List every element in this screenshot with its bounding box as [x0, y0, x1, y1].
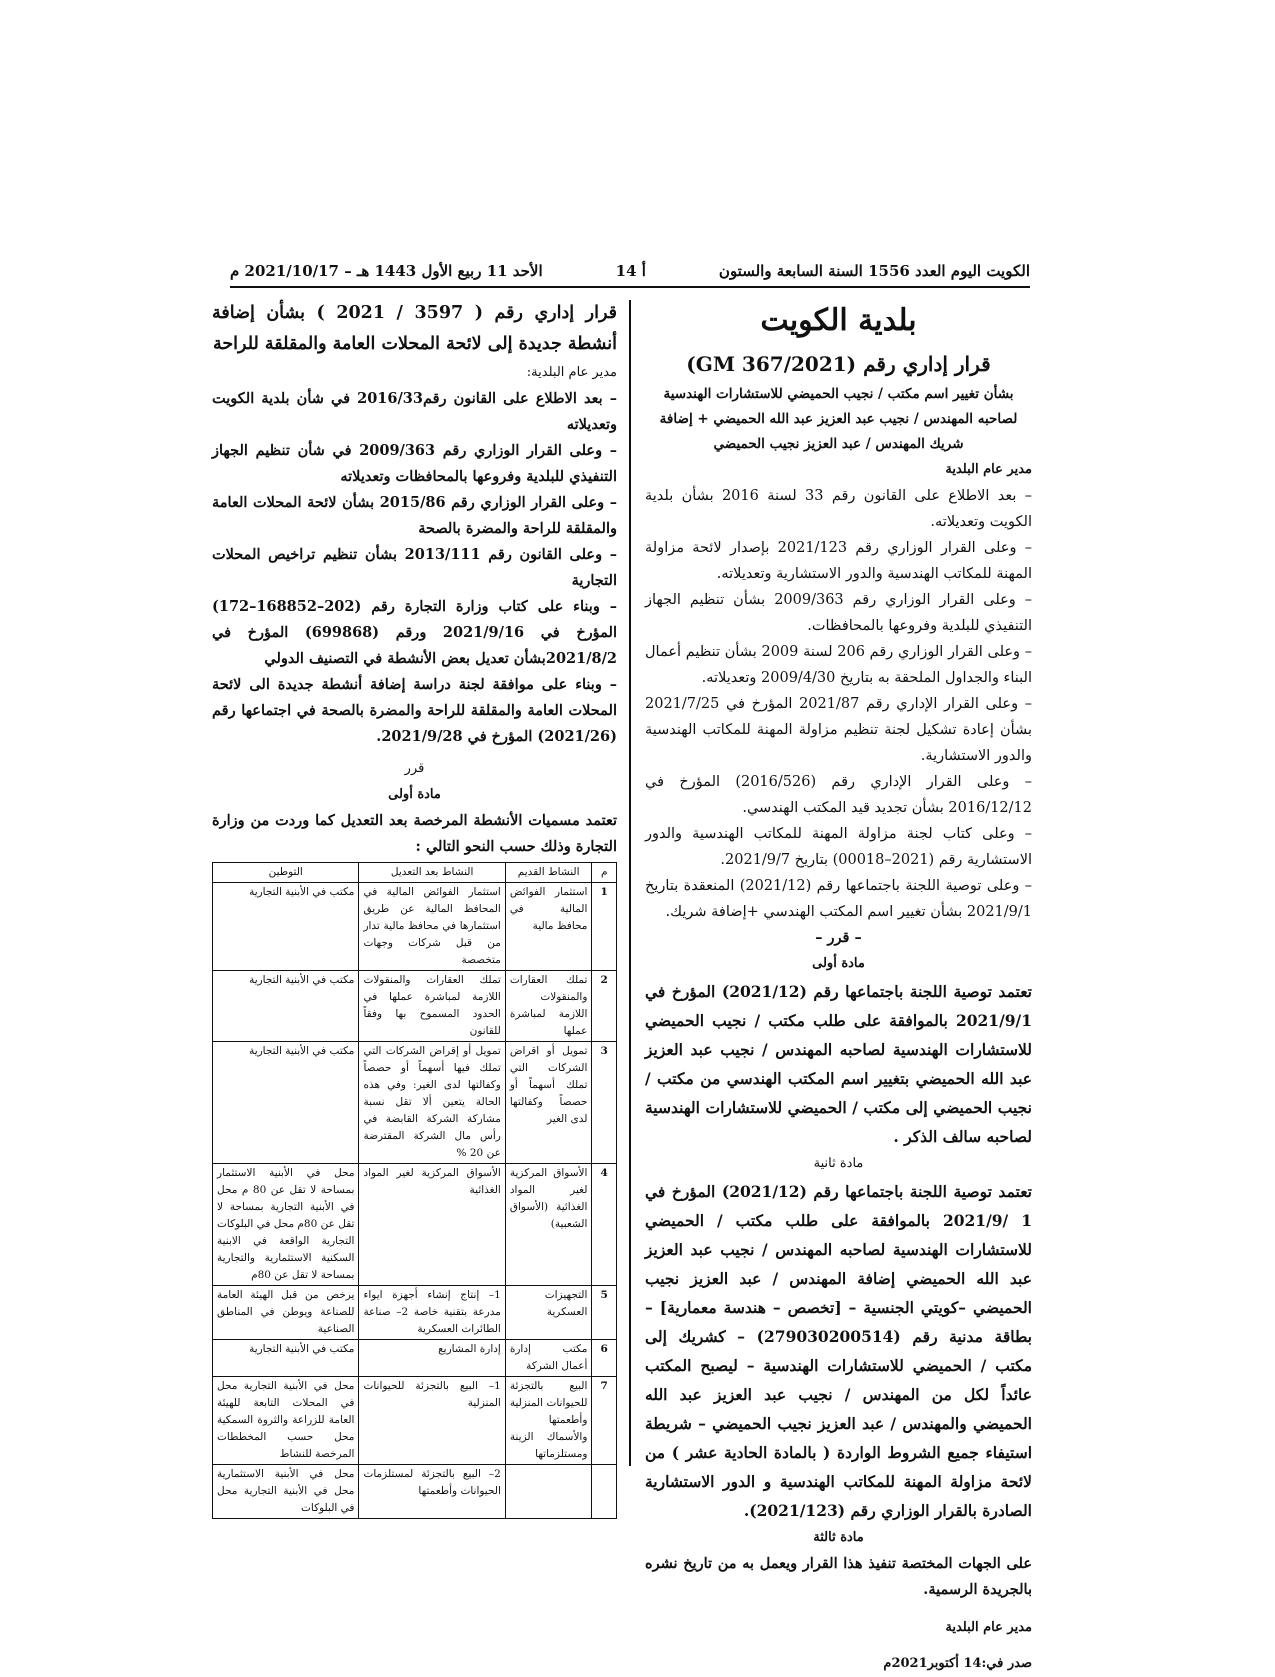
localization: محل في الأبنية الاستثمارية محل في الأبنية التجارية محل في البلوكات	[213, 1465, 359, 1519]
column-divider	[629, 300, 631, 1466]
decision-subject: بشأن تغيير اسم مكتب / نجيب الحميضي للاستشارات الهندسية لصاحبه المهندس / نجيب عبد العزيز عبد الله الحميضي + إضافة شريك المهندس / عبد العزيز نجيب الحميضي	[659, 386, 1018, 452]
table-header-row	[213, 863, 617, 883]
table-row	[213, 1465, 617, 1519]
old-activity: تمويل أو اقراض الشركات التي تملك أسهماً أو حصصاً وكفالتها لدى الغير	[505, 1042, 592, 1164]
decided-heading: – قرر –	[815, 929, 862, 946]
table-row	[213, 883, 617, 971]
table-row	[213, 1286, 617, 1340]
header-date: الأحد 11 ربيع الأول 1443 هـ – 2021/10/17 م	[230, 262, 543, 280]
director-label: مدير عام البلدية	[945, 462, 1032, 477]
article-title: مادة أولى	[388, 787, 441, 802]
row-number: 1	[592, 883, 617, 971]
row-number: 2	[592, 971, 617, 1042]
row-number: 3	[592, 1042, 617, 1164]
preamble-item: – وعلى القرار الإداري رقم (2016/526) المؤرخ في 2016/12/12 بشأن تجديد قيد المكتب الهندسي.	[645, 774, 1032, 816]
preamble-item: – وبناء على موافقة لجنة دراسة إضافة أنشطة جديدة الى لائحة المحلات العامة والمقلقة للراحة والمضرة بالصحة في اجتماعها رقم (2021/26) المؤرخ في 2021/9/28.	[212, 676, 617, 745]
preamble-item: – بعد الاطلاع على القانون رقم 33 لسنة 2016 بشأن بلدية الكويت وتعديلاته.	[645, 488, 1032, 530]
header-issue: الكويت اليوم العدد 1556 السنة السابعة والستون	[718, 262, 1030, 280]
article-text: تعتمد مسميات الأنشطة المرخصة بعد التعديل كما وردت من وزارة التجارة وذلك حسب النحو التالي :	[212, 812, 617, 855]
new-activity: إدارة المشاريع	[359, 1340, 505, 1377]
new-activity: تملك العقارات والمنقولات اللازمة لمباشرة عملها في الحدود المسموح بها وفقاً للقانون	[359, 971, 505, 1042]
localization: محل في الأبنية الاستثمار بمساحة لا تقل عن 80 م محل في الأبنية التجارية بمساحة لا تقل عن 80م محل في البلوكات التجارية الواقعة في الابنية السكنية الاستثمارية والتجارية بمساحة لا تقل عن 80م	[213, 1164, 359, 1286]
table-row	[213, 1340, 617, 1377]
old-activity	[505, 1465, 592, 1519]
decided-heading: قرر	[404, 761, 425, 776]
row-number: 6	[592, 1340, 617, 1377]
right-column	[645, 298, 1032, 1677]
row-number: 4	[592, 1164, 617, 1286]
table-row	[213, 1042, 617, 1164]
preamble-item: – وعلى توصية اللجنة باجتماعها رقم (2021/12) المنعقدة بتاريخ 2021/9/1 بشأن تغيير اسم المكتب الهندسي +إضافة شريك.	[645, 878, 1032, 920]
old-activity: الأسواق المركزية لغير المواد الغذائية (الأسواق الشعبية)	[505, 1164, 592, 1286]
director-label: مدير عام البلدية:	[526, 365, 617, 380]
issue-date: صدر في:14 أكتوبر2021م	[883, 1656, 1032, 1671]
activities-table	[212, 862, 617, 1519]
preamble-item: – وعلى القرار الوزاري رقم 2009/363 في شأن تنظيم الجهاز التنفيذي للبلدية وفروعها بالمحافظات وتعديلاته	[212, 442, 617, 485]
table-header-cell: م	[592, 863, 617, 883]
article-title: مادة ثالثة	[813, 1530, 864, 1545]
preamble-item: – وعلى القرار الإداري رقم 2021/87 المؤرخ في 2021/7/25 بشأن إعادة تشكيل لجنة تنظيم مزاولة المهنة للمكاتب الهندسية والدور الاستشارية.	[645, 696, 1032, 764]
old-activity: البيع بالتجزئة للحيوانات المنزلية وأطعمتها والأسماك الزينة ومستلزماتها	[505, 1377, 592, 1465]
new-activity: استثمار الفوائض المالية في المحافظ المالية عن طريق استثمارها في محافظ مالية تدار من قبل شركات وجهات متخصصة	[359, 883, 505, 971]
old-activity: استثمار الفوائض المالية في محافظ مالية	[505, 883, 592, 971]
old-activity: تملك العقارات والمنقولات اللازمة لمباشرة عملها	[505, 971, 592, 1042]
preamble-item: – وعلى القرار الوزاري رقم 2009/363 بشأن تنظيم الجهاز التنفيذي للبلدية وفروعها بالمحافظات.	[645, 592, 1032, 634]
localization: يرخص من قبل الهيئة العامة للصناعة ويوطن في المناطق الصناعية	[213, 1286, 359, 1340]
table-header-cell: النشاط القديم	[505, 863, 592, 883]
article-text: تعتمد توصية اللجنة باجتماعها رقم (2021/12) المؤرخ في 1 /2021/9 بالموافقة على طلب مكتب / الحميضي للاستشارات الهندسية لصاحبه المهندس / نجيب عبد العزيز عبد الله الحميضي إضافة المهندس / عبد العزيز نجيب الحميضي –كويتي الجنسية – [تخصص – هندسة معمارية] – بطاقة مدنية رقم (279030200514) – كشريك إلى مكتب / الحميضي للاستشارات الهندسية – ليصبح المكتب عائداً لكل من المهندس / نجيب عبد العزيز عبد الله الحميضي والمهندس / عبد العزيز نجيب الحميضي – شريطة استيفاء جميع الشروط الواردة ( بالمادة الحادية عشر ) من لائحة مزاولة المهنة للمكاتب الهندسية و الدور الاستشارية الصادرة بالقرار الوزاري رقم (2021/123).	[645, 1182, 1033, 1520]
localization: مكتب في الأبنية التجارية	[213, 883, 359, 971]
localization: مكتب في الأبنية التجارية	[213, 971, 359, 1042]
preamble-item: – وعلى كتاب لجنة مزاولة المهنة للمكاتب الهندسية والدور الاستشارية رقم (2021–00018) بتاريخ 2021/9/7.	[645, 826, 1032, 868]
new-activity: الأسواق المركزية لغير المواد الغذائية	[359, 1164, 505, 1286]
localization: محل في الأبنية التجارية محل في المحلات التابعة للهيئة العامة للزراعة والثروة السمكية محل حسب المخططات المرخصة للنشاط	[213, 1377, 359, 1465]
table-header-cell: النشاط بعد التعديل	[359, 863, 505, 883]
decision-title: قرار إداري رقم ( 3597 / 2021 ) بشأن إضافة أنشطة جديدة إلى لائحة المحلات العامة والمقلقة للراحة	[212, 303, 618, 354]
new-activity: تمويل أو إقراض الشركات التي تملك فيها أسهماً أو حصصاً وكفالتها لدى الغير: وفي هذه الحالة يتعين ألا تقل نسبة مشاركة الشركة القابضة في رأس مال الشركة المقترضة عن 20 %	[359, 1042, 505, 1164]
table-row	[213, 1377, 617, 1465]
new-activity: 1– البيع بالتجزئة للحيوانات المنزلية	[359, 1377, 505, 1465]
article-title: مادة أولى	[812, 956, 865, 971]
left-column	[212, 298, 617, 1519]
row-number: 5	[592, 1286, 617, 1340]
preamble-item: – بعد الاطلاع على القانون رقم2016/33 في شأن بلدية الكويت وتعديلاته	[212, 390, 617, 433]
article-text: تعتمد توصية اللجنة باجتماعها رقم (2021/12) المؤرخ في 2021/9/1 بالموافقة على طلب مكتب / نجيب الحميضي للاستشارات الهندسية لصاحبه المهندس / نجيب عبد العزيز عبد الله الحميضي بتغيير اسم المكتب الهندسي من مكتب / نجيب الحميضي إلى مكتب / الحميضي للاستشارات الهندسية لصاحبه سالف الذكر .	[645, 982, 1033, 1146]
new-activity: 1– إنتاج إنشاء أجهزة ايواء مدرعة بتقنية خاصة 2– صناعة الطائرات العسكرية	[359, 1286, 505, 1340]
preamble-item: – وبناء على كتاب وزارة التجارة رقم (202–168852–172) المؤرخ في 2021/9/16 ورقم (699868) المؤرخ في 2021/8/2بشأن تعديل بعض الأنشطة في التصنيف الدولي	[212, 598, 617, 667]
old-activity: مكتب إدارة أعمال الشركة	[505, 1340, 592, 1377]
row-number: 7	[592, 1377, 617, 1465]
page-header	[230, 254, 1030, 288]
preamble-item: – وعلى القرار الوزاري رقم 2015/86 بشأن لائحة المحلات العامة والمقلقة للراحة والمضرة بالصحة	[212, 494, 618, 537]
header-page-number: أ 14	[615, 262, 646, 280]
new-activity: 2– البيع بالتجزئة لمستلزمات الحيوانات وأطعمتها	[359, 1465, 505, 1519]
preamble-item: – وعلى القرار الوزاري رقم 206 لسنة 2009 بشأن تنظيم أعمال البناء والجداول الملحقة به بتاريخ 2009/4/30 وتعديلاته.	[645, 644, 1032, 686]
signature: مدير عام البلدية	[945, 1620, 1032, 1635]
old-activity: التجهيزات العسكرية	[505, 1286, 592, 1340]
preamble-item: – وعلى القرار الوزاري رقم 2021/123 بإصدار لائحة مزاولة المهنة للمكاتب الهندسية والدور الاستشارية وتعديلاته.	[645, 540, 1032, 582]
header-rule	[230, 286, 1030, 288]
article-title: مادة ثانية	[813, 1156, 864, 1171]
table-row	[213, 1164, 617, 1286]
preamble-item: – وعلى القانون رقم 2013/111 بشأن تنظيم تراخيص المحلات التجارية	[212, 546, 617, 589]
table-header-cell: التوطين	[213, 863, 359, 883]
row-number	[592, 1465, 617, 1519]
decision-title: قرار إداري رقم (2021/GM 367)	[686, 352, 991, 376]
table-row	[213, 971, 617, 1042]
localization: مكتب في الأبنية التجارية	[213, 1042, 359, 1164]
org-title: بلدية الكويت	[760, 303, 917, 338]
article-text: على الجهات المختصة تنفيذ هذا القرار ويعمل به من تاريخ نشره بالجريدة الرسمية.	[645, 1555, 1032, 1598]
localization: مكتب في الأبنية التجارية	[213, 1340, 359, 1377]
